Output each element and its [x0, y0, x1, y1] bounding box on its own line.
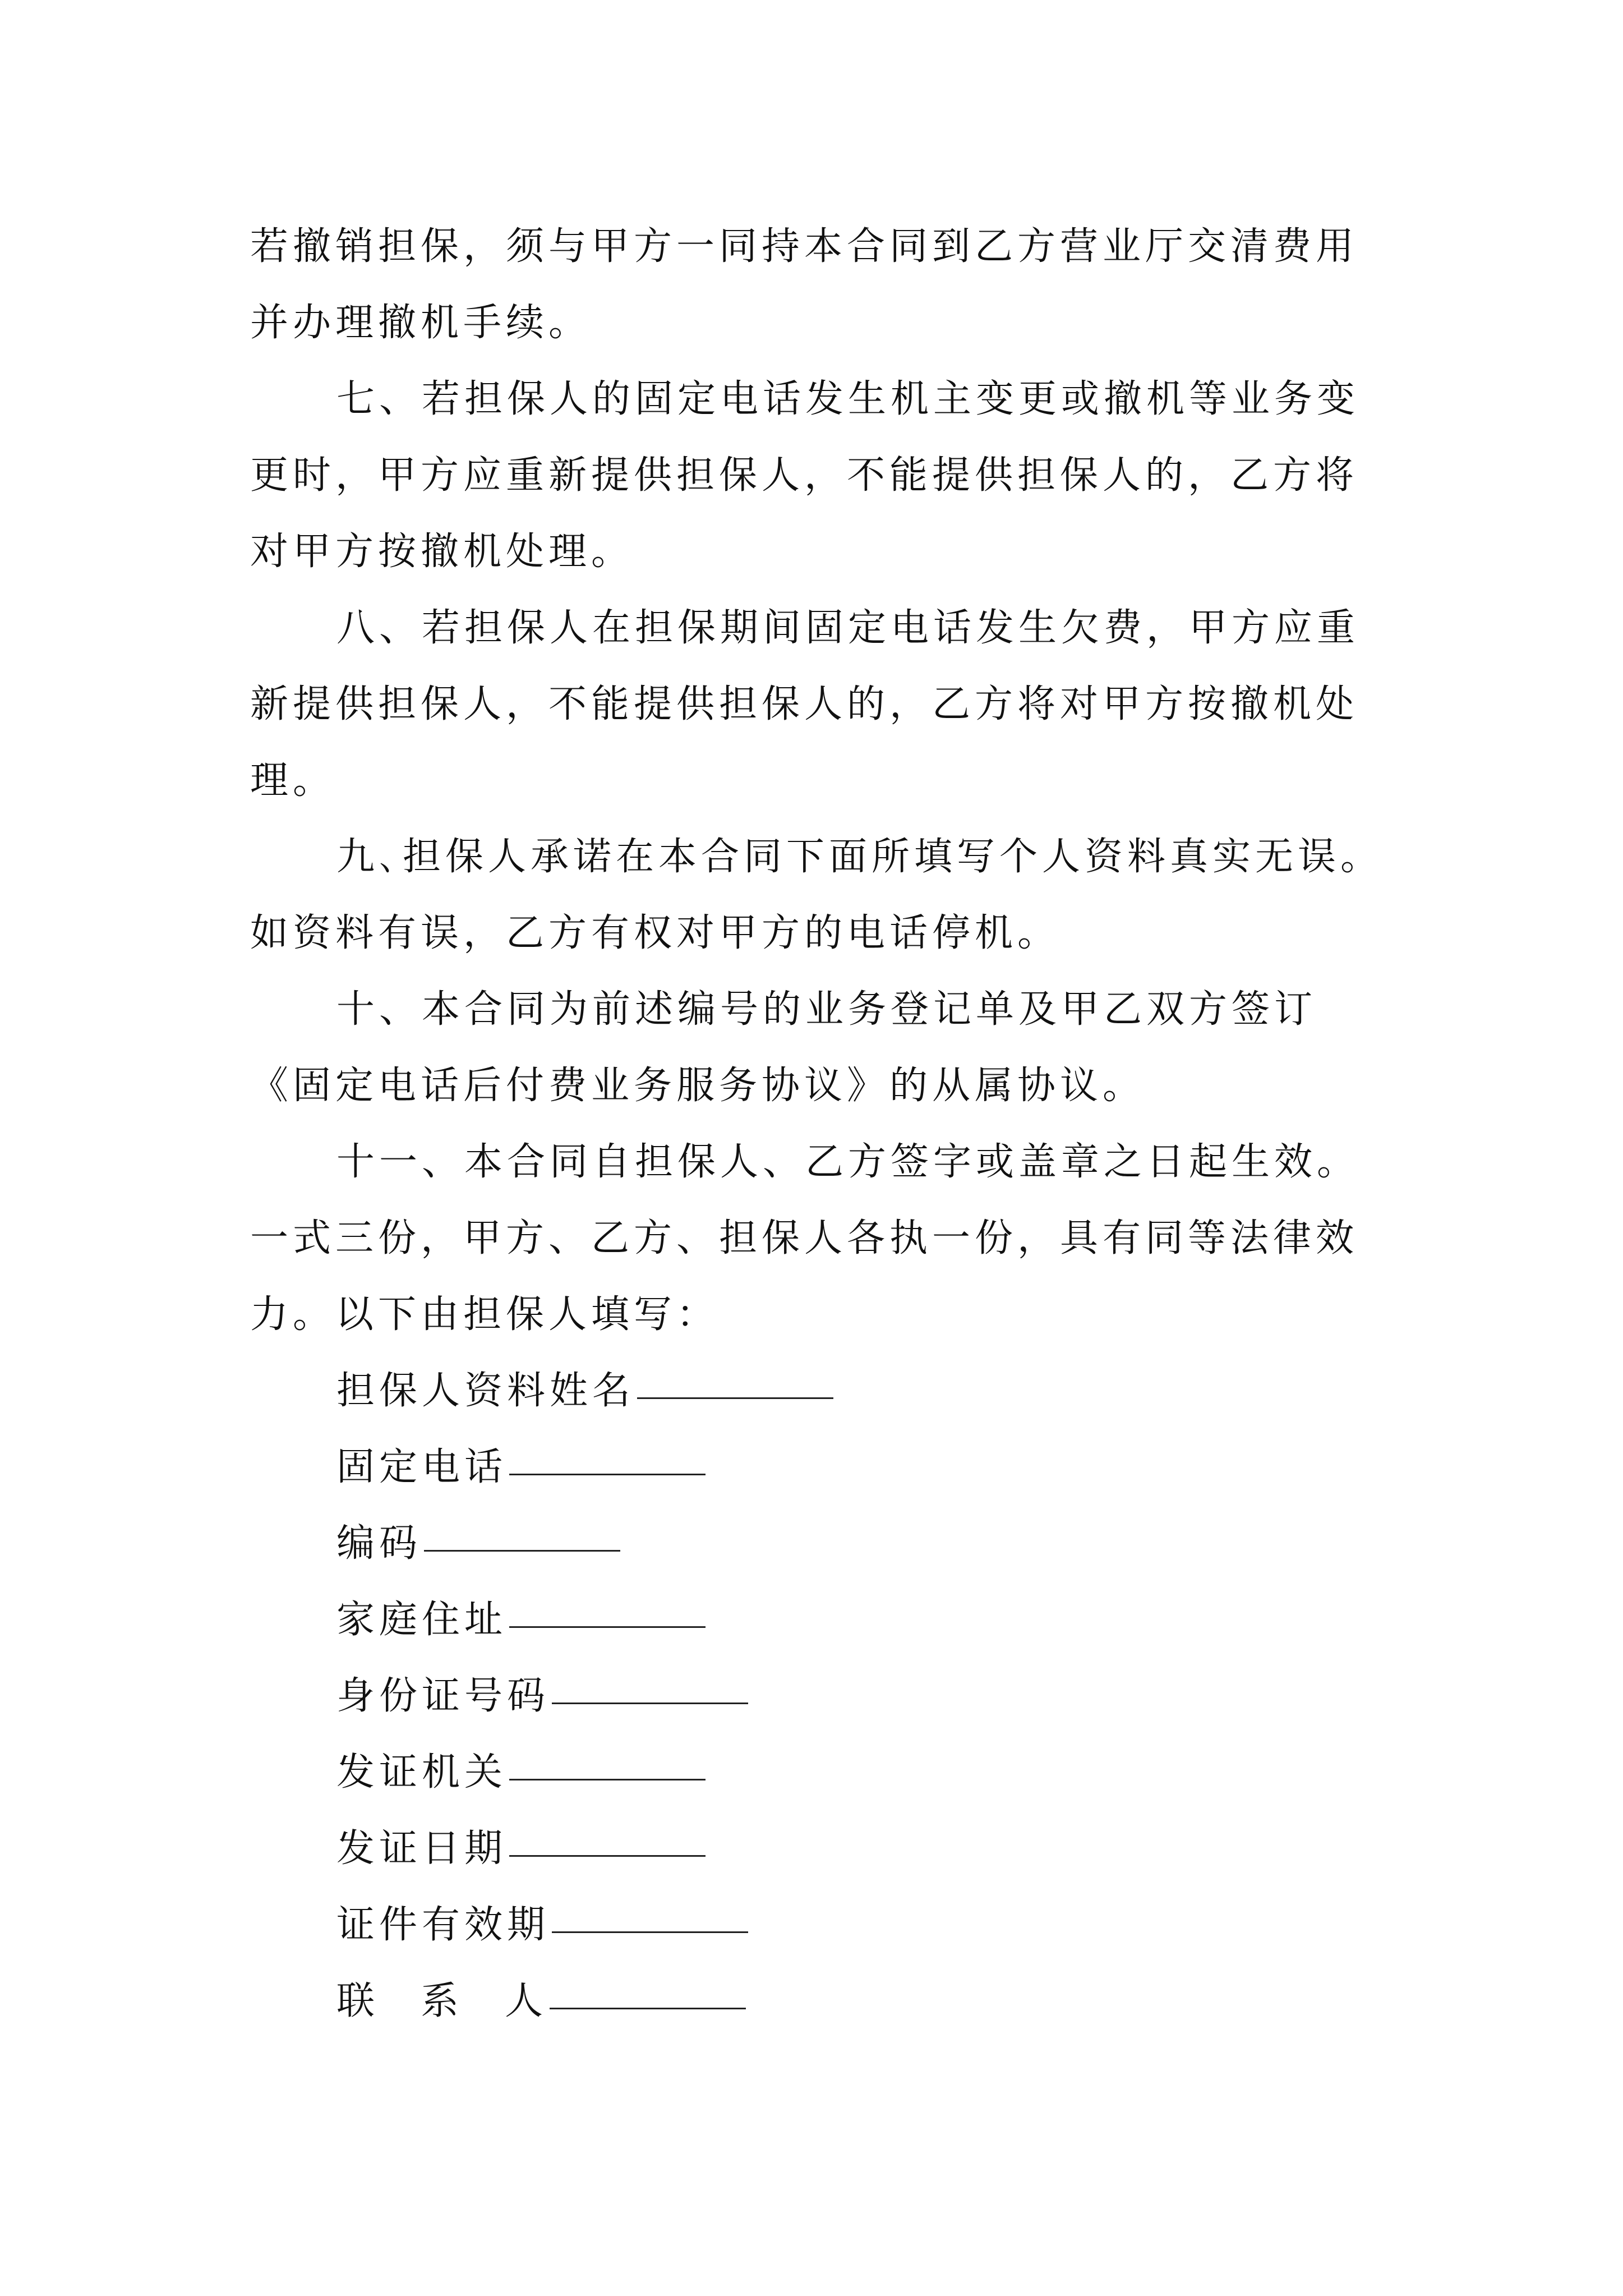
home-address-field	[336, 1586, 706, 1654]
paragraph-line: 并办理撤机手续。	[250, 301, 592, 345]
id-number-field	[336, 1663, 748, 1730]
contact-person-blank[interactable]	[550, 1968, 746, 2009]
paragraph-line: 如资料有误，乙方有权对甲方的电话停机。	[250, 911, 1061, 955]
contact-label-char: 人	[505, 1979, 548, 2023]
paragraph-line: 一式三份，甲方、乙方、担保人各执一份，具有同等法律效	[250, 1216, 1359, 1260]
validity-period-field	[336, 1892, 748, 1959]
issuing-authority-blank[interactable]	[509, 1740, 706, 1780]
contact-label-char: 系	[421, 1979, 464, 2023]
paragraph-line: 对甲方按撤机处理。	[250, 530, 634, 574]
validity-period-blank[interactable]	[552, 1892, 748, 1933]
paragraph-line: 理。	[250, 758, 336, 803]
clause-9-line: 九､担保人承诺在本合同下面所填写个人资料真实无误。	[336, 835, 1384, 879]
contact-person-field	[336, 1968, 746, 2035]
paragraph-line: 若撤销担保，须与甲方一同持本合同到乙方营业厅交清费用	[250, 224, 1359, 269]
landline-field	[336, 1434, 706, 1501]
home-address-blank[interactable]	[509, 1587, 706, 1628]
field-label: 家庭住址	[336, 1598, 508, 1642]
contact-label-char: 联	[336, 1979, 380, 2023]
paragraph-line: 力。以下由担保人填写：	[250, 1292, 720, 1337]
clause-11-line: 十一、本合同自担保人、乙方签字或盖章之日起生效。	[336, 1140, 1360, 1184]
clause-7-line: 七、若担保人的固定电话发生机主变更或撤机等业务变	[336, 377, 1360, 421]
field-label: 编码	[336, 1521, 422, 1566]
issue-date-blank[interactable]	[509, 1816, 706, 1857]
field-label: 固定电话	[336, 1445, 508, 1489]
code-field	[336, 1510, 620, 1577]
field-label: 身份证号码	[336, 1674, 550, 1718]
clause-10-line: 十、本合同为前述编号的业务登记单及甲乙双方签订	[336, 987, 1317, 1032]
code-blank[interactable]	[424, 1511, 620, 1552]
field-label: 证件有效期	[336, 1903, 550, 1947]
guarantor-name-blank[interactable]	[637, 1358, 833, 1399]
paragraph-line: 新提供担保人，不能提供担保人的，乙方将对甲方按撤机处	[250, 682, 1359, 726]
field-label: 发证机关	[336, 1750, 508, 1795]
guarantor-name-field	[336, 1358, 833, 1425]
paragraph-line: 更时，甲方应重新提供担保人，不能提供担保人的，乙方将	[250, 453, 1359, 498]
issue-date-field	[336, 1815, 706, 1883]
field-label: 担保人资料姓名	[336, 1369, 635, 1413]
field-label: 发证日期	[336, 1826, 508, 1871]
issuing-authority-field	[336, 1739, 706, 1806]
landline-blank[interactable]	[509, 1434, 706, 1475]
id-number-blank[interactable]	[552, 1663, 748, 1704]
paragraph-line: 《固定电话后付费业务服务协议》的从属协议。	[250, 1064, 1146, 1108]
clause-8-line: 八、若担保人在担保期间固定电话发生欠费，甲方应重	[336, 606, 1360, 650]
